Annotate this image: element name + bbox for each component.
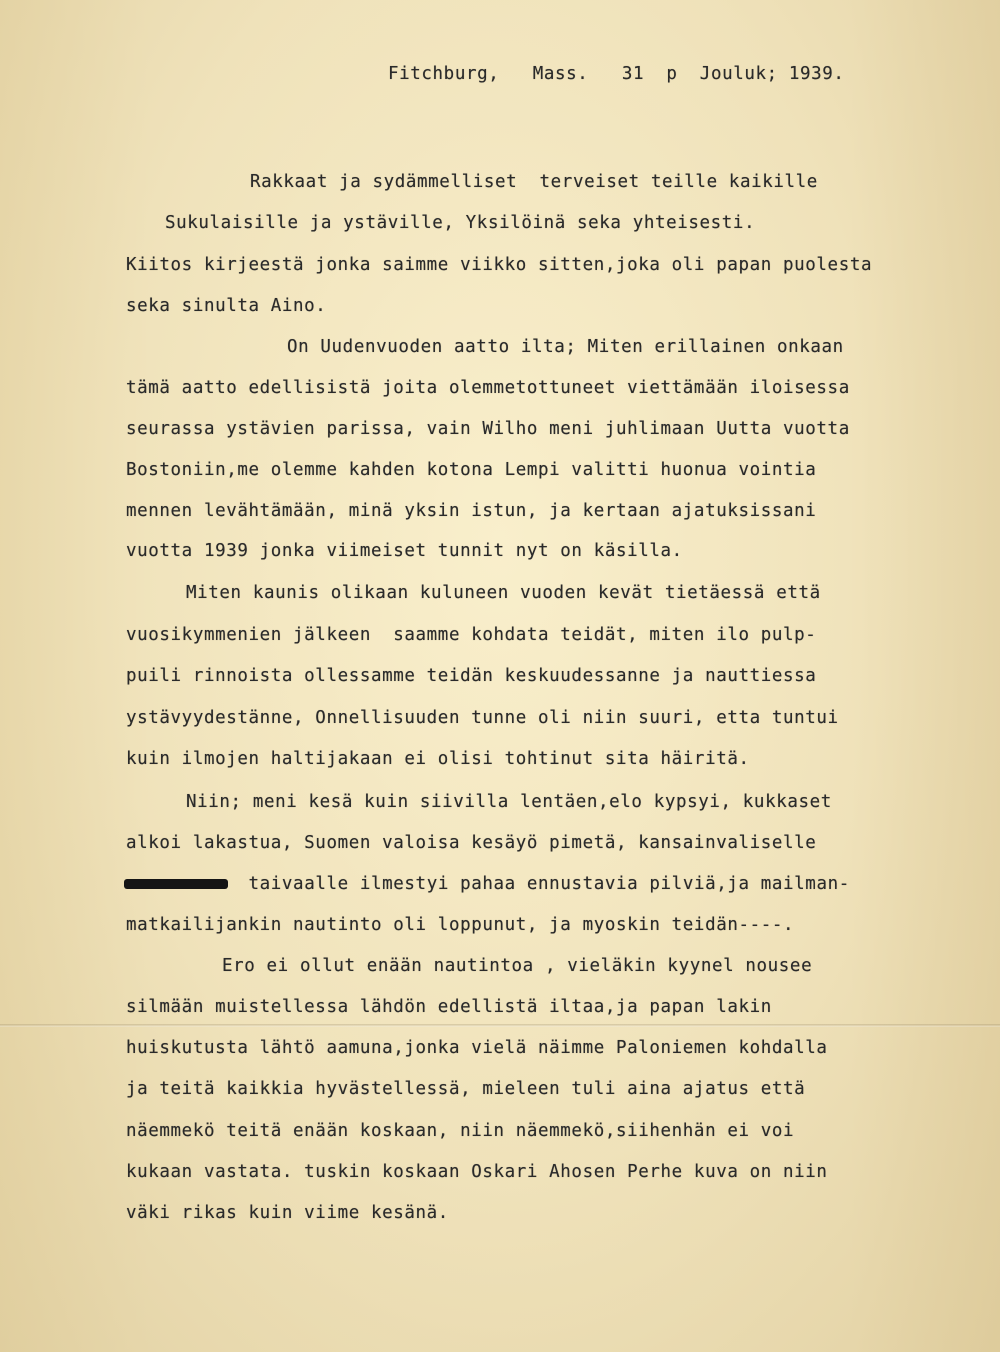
letter-line: Rakkaat ja sydämmelliset terveiset teille kaikille — [250, 172, 818, 192]
letter-line: Miten kaunis olikaan kuluneen vuoden kevät tietäessä että — [186, 583, 821, 603]
letter-line: ja teitä kaikkia hyvästellessä, mieleen tuli aina ajatus että — [126, 1079, 806, 1099]
letter-line: puili rinnoista ollessamme teidän keskuudessanne ja nauttiessa — [126, 666, 817, 686]
letter-line: On Uudenvuoden aatto ilta; Miten erillainen onkaan — [287, 337, 844, 357]
letter-line: kuin ilmojen haltijakaan ei olisi tohtinut sita häiritä. — [126, 749, 750, 769]
letter-line-with-crossout — [126, 874, 850, 894]
letter-line: väki rikas kuin viime kesänä. — [126, 1203, 449, 1223]
letter-line: seurassa ystävien parissa, vain Wilho meni juhlimaan Uutta vuotta — [126, 419, 850, 439]
letter-line: Kiitos kirjeestä jonka saimme viikko sitten,joka oli papan puolesta — [126, 255, 873, 275]
struck-out-word — [126, 874, 226, 894]
letter-line: huiskutusta lähtö aamuna,jonka vielä näimme Paloniemen kohdalla — [126, 1038, 828, 1058]
paper-fold — [0, 1024, 1000, 1027]
letter-line: seka sinulta Aino. — [126, 296, 327, 316]
letter-line: vuotta 1939 jonka viimeiset tunnit nyt on käsilla. — [126, 541, 683, 561]
letter-line: mennen levähtämään, minä yksin istun, ja kertaan ajatuksissani — [126, 501, 817, 521]
letter-line: matkailijankin nautinto oli loppunut, ja myoskin teidän----. — [126, 915, 795, 935]
letter-line: ystävyydestänne, Onnellisuuden tunne oli niin suuri, etta tuntui — [126, 708, 839, 728]
letter-line: Bostoniin,me olemme kahden kotona Lempi valitti huonua vointia — [126, 460, 817, 480]
letter-line: vuosikymmenien jälkeen saamme kohdata teidät, miten ilo pulp- — [126, 625, 817, 645]
letter-line: Niin; meni kesä kuin siivilla lentäen,elo kypsyi, kukkaset — [186, 792, 832, 812]
letter-header: Fitchburg, Mass. 31 p Jouluk; 1939. — [388, 64, 845, 84]
letter-line: näemmekö teitä enään koskaan, niin näemmekö,siihenhän ei voi — [126, 1121, 795, 1141]
letter-line: Ero ei ollut enään nautintoa , vieläkin kyynel nousee — [222, 956, 813, 976]
letter-line: Sukulaisille ja ystäville, Yksilöinä seka yhteisesti. — [165, 213, 756, 233]
letter-line: silmään muistellessa lähdön edellistä iltaa,ja papan lakin — [126, 997, 772, 1017]
letter-line: kukaan vastata. tuskin koskaan Oskari Ahosen Perhe kuva on niin — [126, 1162, 828, 1182]
letter-line: alkoi lakastua, Suomen valoisa kesäyö pimetä, kansainvaliselle — [126, 833, 817, 853]
letter-line: tämä aatto edellisistä joita olemmetottuneet viettämään iloisessa — [126, 378, 850, 398]
letter-line-text: taivaalle ilmestyi pahaa ennustavia pilviä,ja mailman- — [248, 874, 850, 894]
